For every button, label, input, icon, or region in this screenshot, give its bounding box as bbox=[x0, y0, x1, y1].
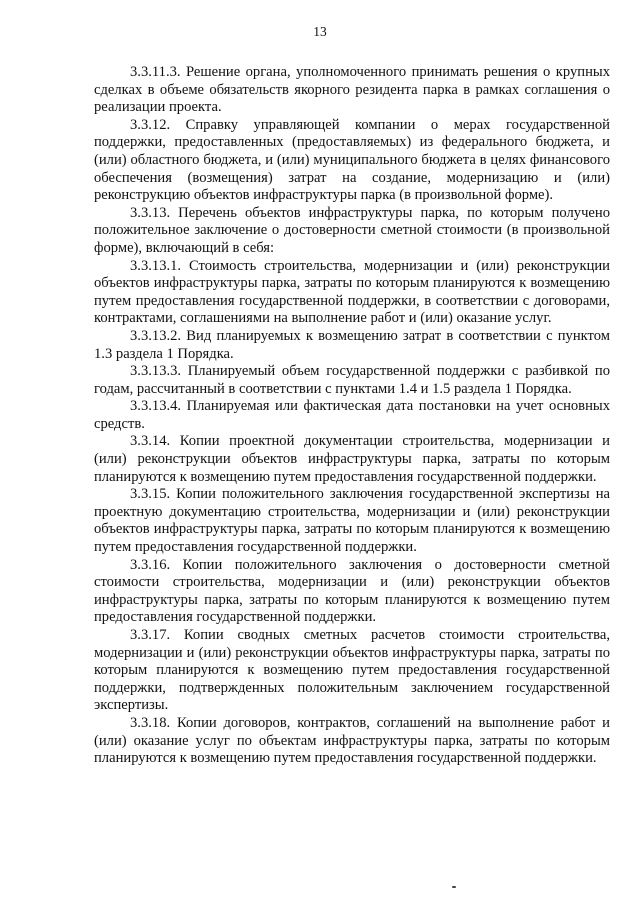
paragraph-3-3-18: 3.3.18. Копии договоров, контрактов, соглашений на выполнение работ и (или) оказание услуг по объектам инфраструктуры парка, затраты по которым планируются к возмещению путем предоставления государственной поддержки. bbox=[94, 714, 610, 767]
paragraph-3-3-17: 3.3.17. Копии сводных сметных расчетов стоимости строительства, модернизации и (или) реконструкции объектов инфраструктуры парка, затраты по которым планируются к возмещению путем предоставления государственной поддержки, подтвержденных положительным заключением государственной экспертизы. bbox=[94, 627, 610, 714]
paragraph-3-3-13: 3.3.13. Перечень объектов инфраструктуры парка, по которым получено положительное заключение о достоверности сметной стоимости (в произвольной форме), включающий в себя: bbox=[94, 204, 610, 256]
paragraph-3-3-13-3: 3.3.13.3. Планируемый объем государственной поддержки с разбивкой по годам, рассчитанный в соответствии с пунктами 1.4 и 1.5 раздела 1 Порядка. bbox=[94, 363, 610, 397]
paragraph-3-3-15: 3.3.15. Копии положительного заключения государственной экспертизы на проектную документацию строительства, модернизации и (или) реконструкции объектов инфраструктуры парка, затраты по которым планируются к возмещению путем предоставления государственной поддержки. bbox=[94, 486, 610, 556]
paragraph-3-3-13-2: 3.3.13.2. Вид планируемых к возмещению затрат в соответствии с пунктом 1.3 раздела 1 Порядка. bbox=[94, 327, 610, 362]
paragraph-3-3-11-3: 3.3.11.3. Решение органа, уполномоченного принимать решения о крупных сделках в объеме обязательств якорного резидента парка в рамках соглашения о реализации проекта. bbox=[94, 64, 610, 116]
paragraph-3-3-14: 3.3.14. Копии проектной документации строительства, модернизации и (или) реконструкции объектов инфраструктуры парка, затраты по которым планируются к возмещению путем предоставления государственной поддержки. bbox=[94, 433, 610, 485]
paragraph-3-3-13-1: 3.3.13.1. Стоимость строительства, модернизации и (или) реконструкции объектов инфраструктуры парка, затраты по которым планируются к возмещению путем предоставления государственной поддержки, в соответствии с договорами, контрактами, соглашениями на выполнение работ и (или) оказание услуг. bbox=[94, 257, 610, 327]
paragraph-3-3-12: 3.3.12. Справку управляющей компании о мерах государственной поддержки, предоставленных (предоставляемых) из федерального бюджета, и (или) областного бюджета, и (или) муниципального бюджета в целях финансового обеспечения (возмещения) затрат на создание, модернизацию и (или) реконструкцию объектов инфраструктуры парка (в произвольной форме). bbox=[94, 116, 610, 204]
page-number: 13 bbox=[313, 24, 327, 39]
scan-artifact-mark bbox=[452, 886, 456, 888]
document-body bbox=[94, 64, 610, 768]
paragraph-3-3-16: 3.3.16. Копии положительного заключения о достоверности сметной стоимости строительства, модернизации и (или) реконструкции объектов инфраструктуры парка, затраты по которым планируются к возмещению путем предоставления государственной поддержки. bbox=[94, 556, 610, 626]
paragraph-3-3-13-4: 3.3.13.4. Планируемая или фактическая дата постановки на учет основных средств. bbox=[94, 398, 610, 432]
